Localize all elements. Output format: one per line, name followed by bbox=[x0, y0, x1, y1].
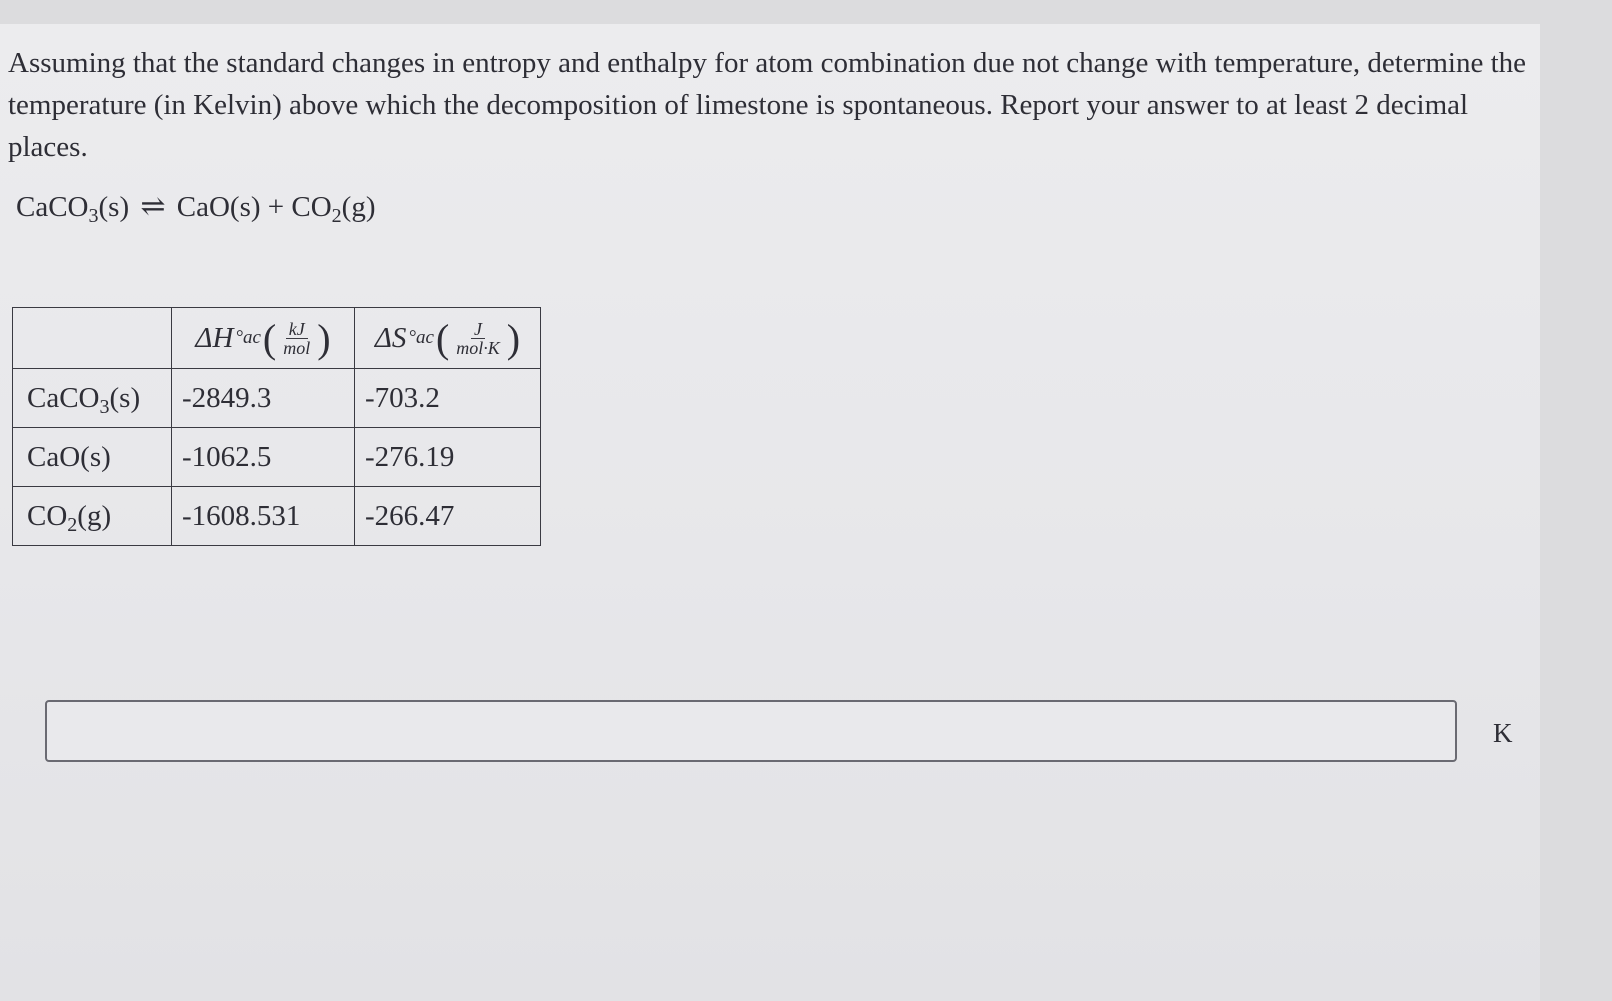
equation-product-cao: CaO(s) bbox=[176, 191, 261, 223]
table-header-row bbox=[13, 308, 541, 369]
chemical-equation bbox=[16, 187, 376, 227]
enthalpy-value: -1062.5 bbox=[172, 428, 355, 487]
entropy-unit-numerator: J bbox=[471, 320, 485, 339]
enthalpy-unit bbox=[280, 320, 313, 357]
table-corner-cell bbox=[13, 308, 172, 369]
table-row bbox=[13, 428, 541, 487]
species-subscript: 3 bbox=[99, 395, 110, 418]
enthalpy-value: -2849.3 bbox=[172, 369, 355, 428]
entropy-unit-denominator: mol·K bbox=[456, 337, 500, 358]
equation-reactant-subscript: 3 bbox=[88, 205, 99, 227]
equation-product-co2-state: (g) bbox=[341, 191, 376, 223]
enthalpy-value: -1608.531 bbox=[172, 487, 355, 546]
header-entropy: ΔS °ac ( $\frac{J}{\text{mol·K}}$ ) bbox=[355, 308, 541, 369]
answer-input[interactable] bbox=[45, 700, 1457, 762]
species-cell bbox=[13, 487, 172, 546]
equation-product-co2-subscript: 2 bbox=[331, 205, 342, 227]
question-page bbox=[0, 24, 1540, 1001]
table-row bbox=[13, 369, 541, 428]
species-name: CaO(s) bbox=[27, 440, 111, 473]
entropy-value: -276.19 bbox=[355, 428, 541, 487]
species-state: (g) bbox=[77, 499, 112, 532]
species-cell bbox=[13, 369, 172, 428]
equation-product-co2: CO bbox=[291, 191, 332, 223]
entropy-subscript: °ac bbox=[408, 327, 434, 348]
species-state: (s) bbox=[109, 381, 141, 414]
enthalpy-unit-numerator: kJ bbox=[286, 320, 308, 339]
entropy-symbol: ΔS bbox=[374, 321, 407, 354]
entropy-unit bbox=[453, 320, 503, 357]
answer-unit-label: K bbox=[1493, 718, 1513, 748]
entropy-value: -266.47 bbox=[355, 487, 541, 546]
species-name: CO bbox=[27, 499, 68, 532]
enthalpy-subscript: °ac bbox=[235, 327, 261, 348]
equation-reactant: CaCO bbox=[16, 191, 89, 223]
species-subscript: 2 bbox=[67, 513, 78, 536]
enthalpy-unit-denominator: mol bbox=[283, 337, 311, 358]
equation-plus: + bbox=[267, 191, 285, 223]
species-cell bbox=[13, 428, 172, 487]
header-enthalpy: ΔH °ac ( $\frac{kJ}{\text{mol}}$ ) bbox=[172, 308, 355, 369]
equation-reactant-state: (s) bbox=[98, 191, 130, 223]
table-row bbox=[13, 487, 541, 546]
entropy-value: -703.2 bbox=[355, 369, 541, 428]
species-name: CaCO bbox=[27, 381, 100, 414]
thermo-data-table bbox=[12, 307, 541, 546]
equilibrium-arrow-icon: ⇌ bbox=[140, 190, 166, 223]
question-text: Assuming that the standard changes in entropy and enthalpy for atom combination due not change with temperature, determine the temperature (in Kelvin) above which the decomposition of limestone is spontaneous. Report your answer to at least 2 decimal places. bbox=[8, 47, 1527, 163]
enthalpy-symbol: ΔH bbox=[195, 321, 234, 354]
